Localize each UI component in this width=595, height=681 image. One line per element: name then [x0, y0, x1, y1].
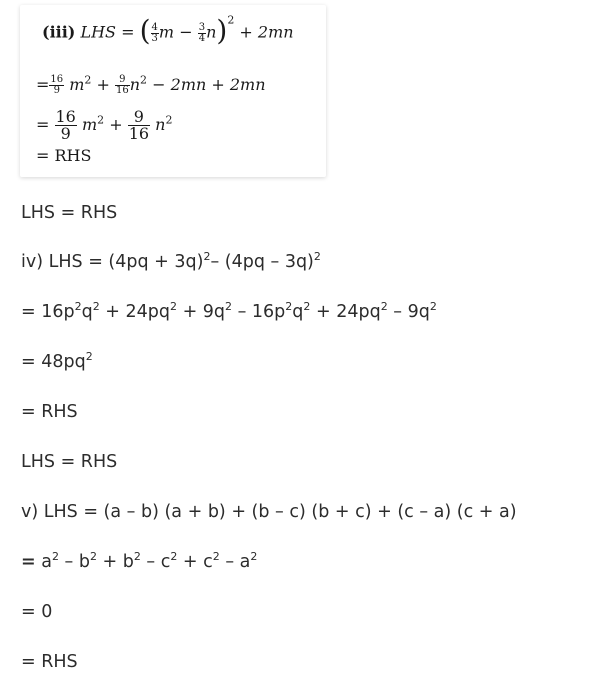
exponent: 2 [165, 113, 173, 127]
var-m: m [69, 75, 85, 94]
v-expansion: = $a^2 - b^2 + b^2 - c^2 + c^2 - a^2$ [21, 550, 258, 572]
rest-terms: − 2mn + 2mn [152, 75, 266, 94]
iii-rhs: = RHS [36, 146, 92, 165]
exponent: 2 [227, 13, 235, 27]
var-m: m [81, 115, 98, 134]
iv-rhs: = RHS [21, 402, 78, 422]
fraction-16-9: $\frac{16}{9}$ [55, 107, 76, 143]
plus-2mn: + 2mn [239, 22, 294, 42]
part-label: (iii) [42, 22, 76, 42]
iii-lhs-expression [42, 13, 294, 47]
plus-sign: + [96, 75, 110, 94]
var-n: n [206, 22, 217, 42]
var-m: m [158, 22, 175, 42]
iii-step-2 [36, 109, 172, 142]
minus-sign: − [179, 22, 193, 42]
fraction-3-4: $\frac{3}{4}$ [198, 21, 206, 44]
fraction-16-9: $\frac{16}{9}$ [50, 74, 64, 96]
open-paren: ( [139, 14, 151, 47]
lhs-equals-rhs-2: LHS = RHS [21, 452, 118, 472]
plus-sign: + [109, 115, 123, 134]
exponent: 2 [97, 113, 105, 127]
fraction-9-16: $\frac{9}{16}$ [116, 74, 129, 96]
solution-image-card [20, 5, 326, 177]
lhs-symbol: LHS [80, 22, 117, 42]
equals-sign: = [36, 115, 50, 134]
iv-expansion: = $16p^2q^2 + 24pq^2 + 9q^2 - 16p^2q^2 + 24pq^2 - 9q^2$ [21, 300, 437, 322]
exponent: 2 [84, 73, 92, 87]
var-n: n [155, 115, 166, 134]
v-zero: = 0 [21, 602, 53, 622]
iii-step-1 [36, 75, 266, 96]
v-lhs-expression: v) LHS = (a – b) (a + b) + (b – c) (b + c) + (c – a) (c + a) [21, 502, 517, 522]
exponent: 2 [140, 73, 148, 87]
fraction-4-3: $\frac{4}{3}$ [151, 21, 158, 44]
v-rhs: = RHS [21, 652, 78, 672]
iv-simplified: = $48pq^2$ [21, 350, 93, 372]
equals-sign: = [36, 75, 50, 94]
lhs-equals-rhs-1: LHS = RHS [21, 203, 118, 223]
iv-lhs-expression: iv) LHS = $(4pq + 3q)^2-$ (4pq – 3q)$^2$ [21, 250, 321, 272]
fraction-9-16: $\frac{9}{16}$ [128, 107, 150, 143]
close-paren: ) [216, 14, 228, 47]
var-n: n [129, 75, 141, 94]
equals-sign: = [121, 22, 135, 42]
